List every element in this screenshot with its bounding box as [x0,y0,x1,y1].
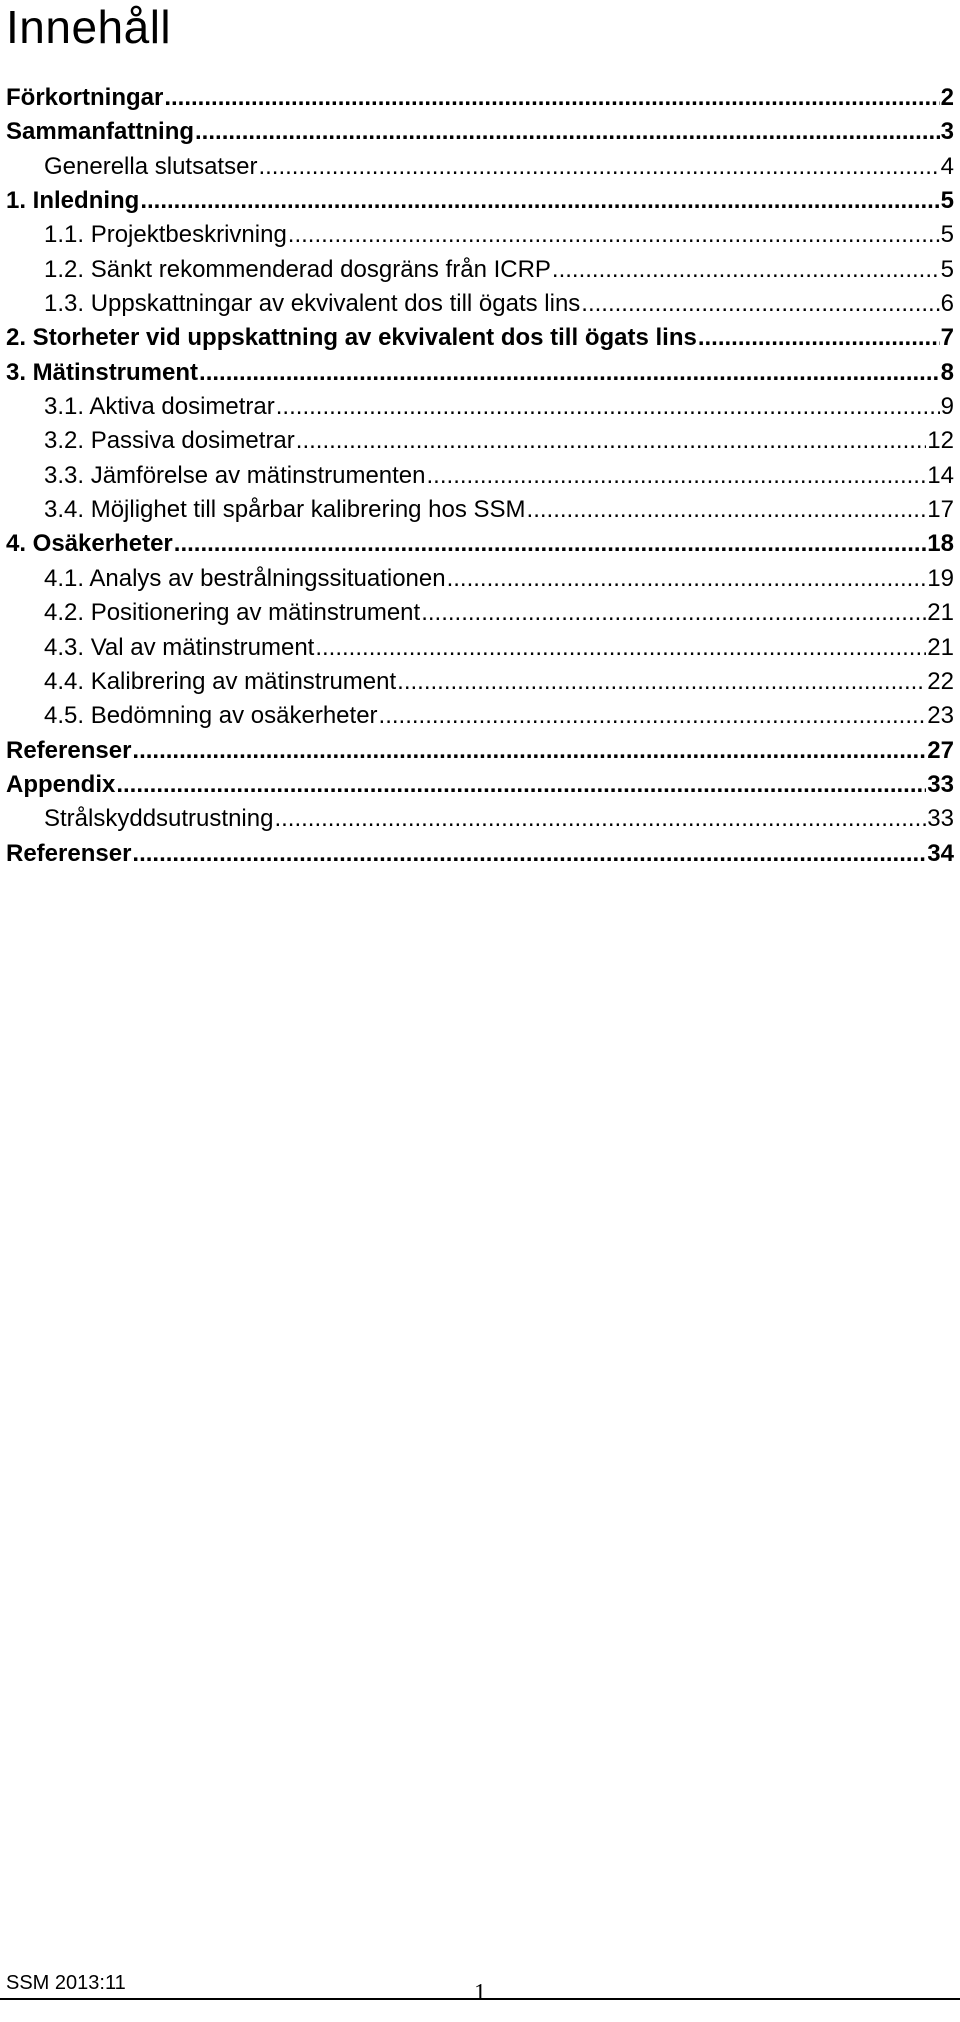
toc-entry[interactable] [6,321,954,355]
toc-entry-page: 2 [940,84,954,111]
toc-entry-page: 18 [927,530,954,558]
toc-entry-label: 1.3. Uppskattningar av ekvivalent dos till ögats lins [44,290,581,318]
toc-entry-label: 4.1. Analys av bestrålningssituationen [44,564,446,592]
toc-entry[interactable] [6,218,954,252]
toc-entry-page: 33 [927,770,954,798]
toc-entry[interactable] [6,631,954,665]
toc-entry-page: 4 [940,152,954,180]
toc-leader-dots [288,218,940,252]
toc-entry-page: 34 [927,839,954,867]
toc-entry[interactable] [6,424,954,458]
toc-entry[interactable] [6,562,954,596]
toc-leader-dots [447,562,927,596]
report-identifier: SSM 2013:11 [6,1972,126,1994]
toc-entry-page: 7 [940,324,954,352]
toc-entry-page: 19 [927,564,954,592]
toc-entry-page: 21 [927,599,954,627]
toc-entry-label: 3.4. Möjlighet till spårbar kalibrering hos SSM [44,496,526,524]
toc-entry[interactable] [6,253,954,287]
toc-entry[interactable] [6,287,954,321]
toc-leader-dots [174,527,927,561]
toc-entry-page: 3 [940,118,954,146]
toc-entry-page: 17 [927,496,954,524]
toc-entry-page: 33 [927,805,954,833]
toc-entry-label: 3.1. Aktiva dosimetrar [44,393,275,421]
toc-entry-label: Appendix [6,770,116,798]
toc-entry-page: 21 [927,633,954,661]
toc-leader-dots [397,665,926,699]
toc-entry-label: 4. Osäkerheter [6,530,173,558]
toc-leader-dots [698,321,940,355]
toc-entry[interactable] [6,81,954,115]
toc-entry-label: Referenser [6,839,132,867]
page-number: 1 [474,1980,486,2006]
toc-entry-page: 22 [927,667,954,695]
toc-entry-page: 5 [940,187,954,215]
toc-entry[interactable] [6,493,954,527]
toc-entry-label: 1. Inledning [6,187,140,215]
toc-entry-label: Sammanfattning [6,118,195,146]
toc-entry-label: Generella slutsatser [44,152,258,180]
page-title: Innehåll [6,1,172,53]
toc-entry-label: 4.3. Val av mätinstrument [44,633,315,661]
toc-entry-page: 5 [940,255,954,283]
toc-entry[interactable] [6,837,954,871]
table-of-contents [6,81,954,871]
toc-entry-label: 1.1. Projektbeskrivning [44,221,287,249]
toc-leader-dots [140,184,939,218]
toc-entry-page: 6 [940,290,954,318]
toc-entry[interactable] [6,356,954,390]
toc-entry-page: 27 [927,736,954,764]
toc-entry[interactable] [6,665,954,699]
toc-leader-dots [132,734,926,768]
toc-entry[interactable] [6,150,954,184]
toc-leader-dots [421,596,926,630]
toc-entry-page: 12 [927,427,954,455]
toc-entry[interactable] [6,802,954,836]
toc-entry-page: 14 [927,461,954,489]
toc-entry[interactable] [6,459,954,493]
toc-entry-page: 8 [940,358,954,386]
toc-leader-dots [296,424,927,458]
toc-leader-dots [274,802,926,836]
toc-entry[interactable] [6,184,954,218]
toc-entry-label: 2. Storheter vid uppskattning av ekvivalent dos till ögats lins [6,324,697,352]
toc-leader-dots [315,631,926,665]
toc-entry-label: 3.2. Passiva dosimetrar [44,427,295,455]
toc-leader-dots [195,115,940,149]
toc-leader-dots [552,253,940,287]
toc-leader-dots [276,390,940,424]
toc-entry-label: 4.5. Bedömning av osäkerheter [44,702,378,730]
toc-entry-page: 5 [940,221,954,249]
toc-entry-label: Förkortningar [6,84,164,111]
toc-leader-dots [164,81,939,115]
toc-entry-label: 1.2. Sänkt rekommenderad dosgräns från ICRP [44,255,551,283]
toc-entry[interactable] [6,734,954,768]
toc-entry-label: Strålskyddsutrustning [44,805,274,833]
toc-leader-dots [258,150,939,184]
toc-entry[interactable] [6,527,954,561]
toc-leader-dots [116,768,926,802]
toc-entry-label: 4.4. Kalibrering av mätinstrument [44,667,397,695]
toc-leader-dots [581,287,939,321]
toc-entry[interactable] [6,699,954,733]
toc-entry[interactable] [6,596,954,630]
toc-entry-label: 4.2. Positionering av mätinstrument [44,599,421,627]
toc-entry-label: 3.3. Jämförelse av mätinstrumenten [44,461,426,489]
toc-entry-page: 9 [940,393,954,421]
toc-entry-label: Referenser [6,736,132,764]
toc-entry[interactable] [6,768,954,802]
toc-leader-dots [427,459,927,493]
toc-entry-page: 23 [927,702,954,730]
toc-entry[interactable] [6,390,954,424]
toc-leader-dots [199,356,940,390]
toc-leader-dots [379,699,927,733]
toc-entry-label: 3. Mätinstrument [6,358,199,386]
toc-leader-dots [527,493,927,527]
toc-leader-dots [132,837,926,871]
toc-entry[interactable] [6,115,954,149]
